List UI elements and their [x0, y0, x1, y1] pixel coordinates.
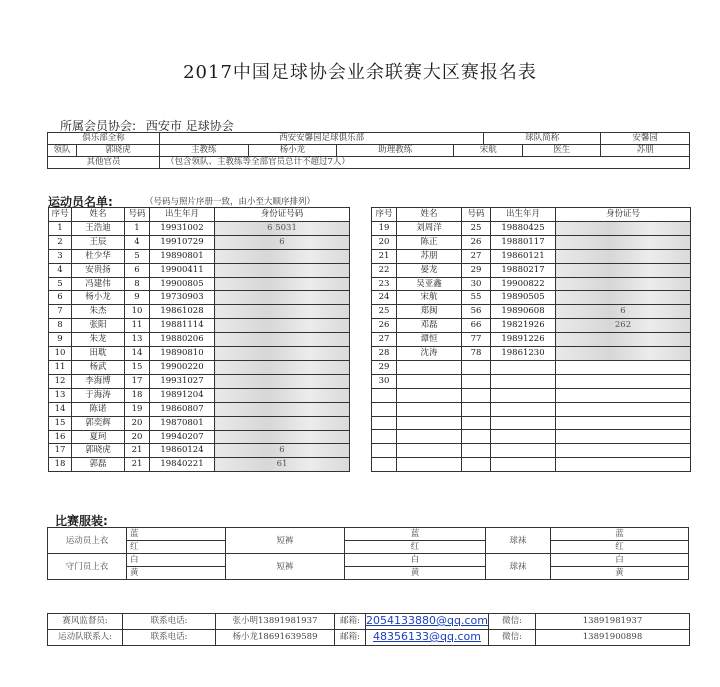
player-birth: 19880117 [491, 235, 556, 249]
player-id [556, 416, 691, 430]
player-id [556, 333, 691, 347]
player-id [556, 402, 691, 416]
col-number: 号码 [125, 208, 150, 222]
player-no: 9 [49, 333, 72, 347]
player-name: 谭恒 [397, 333, 462, 347]
player-id [215, 263, 350, 277]
player-birth [491, 458, 556, 472]
player-id [215, 360, 350, 374]
player-num: 20 [125, 416, 150, 430]
contact-phone: 张小明13891981937 [216, 614, 335, 630]
roster-header-row [49, 208, 350, 222]
player-num: 9 [125, 291, 150, 305]
contact-table [47, 613, 690, 646]
player-birth: 19730903 [150, 291, 215, 305]
player-no: 23 [372, 277, 397, 291]
player-num [462, 374, 491, 388]
player-no: 12 [49, 374, 72, 388]
player-num: 4 [125, 235, 150, 249]
player-name [397, 416, 462, 430]
player-num: 20 [125, 430, 150, 444]
player-row [372, 458, 691, 472]
player-no: 18 [49, 458, 72, 472]
player-row [372, 263, 691, 277]
keeper-socks-color: 白 [551, 554, 689, 567]
player-id [556, 458, 691, 472]
roster-header-row [372, 208, 691, 222]
player-id [215, 430, 350, 444]
player-id [556, 430, 691, 444]
player-birth: 19890810 [150, 347, 215, 361]
keeper-socks-label: 球袜 [486, 554, 551, 580]
player-top-color: 蓝 [127, 528, 226, 541]
player-id [556, 360, 691, 374]
player-no: 16 [49, 430, 72, 444]
player-no: 15 [49, 416, 72, 430]
contact-role: 运动队联系人: [48, 630, 123, 646]
player-row [49, 458, 350, 472]
player-num: 25 [462, 221, 491, 235]
player-name: 王辰 [72, 235, 125, 249]
player-birth: 19860807 [150, 402, 215, 416]
player-name: 朱杰 [72, 305, 125, 319]
player-row [372, 319, 691, 333]
player-no: 25 [372, 305, 397, 319]
player-num: 1 [125, 221, 150, 235]
player-num: 21 [125, 458, 150, 472]
player-name: 晏龙 [397, 263, 462, 277]
player-birth: 19880425 [491, 221, 556, 235]
player-birth [491, 388, 556, 402]
player-name: 郭磊 [72, 458, 125, 472]
player-id [215, 305, 350, 319]
player-top-color: 红 [127, 541, 226, 554]
player-no: 10 [49, 347, 72, 361]
keeper-shorts-color: 白 [345, 554, 486, 567]
col-id: 身份证号码 [215, 208, 350, 222]
contact-email[interactable] [366, 614, 489, 630]
player-num: 29 [462, 263, 491, 277]
player-name: 杜少华 [72, 249, 125, 263]
email-link[interactable]: 2054133880@qq.com [366, 614, 488, 627]
player-num: 27 [462, 249, 491, 263]
contact-row [48, 630, 690, 646]
player-shorts-color: 红 [345, 541, 486, 554]
keeper-top-color: 白 [127, 554, 226, 567]
player-birth: 19880206 [150, 333, 215, 347]
col-number: 号码 [462, 208, 491, 222]
player-row [49, 430, 350, 444]
player-id [215, 388, 350, 402]
contact-email[interactable] [366, 630, 489, 646]
player-birth: 19910729 [150, 235, 215, 249]
player-id [556, 263, 691, 277]
player-row [49, 374, 350, 388]
player-id [556, 444, 691, 458]
player-name: 邓磊 [397, 319, 462, 333]
player-name: 田耽 [72, 347, 125, 361]
player-row [372, 291, 691, 305]
player-id [215, 402, 350, 416]
player-birth: 19940207 [150, 430, 215, 444]
player-row [372, 430, 691, 444]
player-id [215, 374, 350, 388]
player-no: 11 [49, 360, 72, 374]
player-no: 6 [49, 291, 72, 305]
player-no [372, 430, 397, 444]
player-no [372, 458, 397, 472]
player-name: 苏朋 [397, 249, 462, 263]
player-no: 27 [372, 333, 397, 347]
player-birth: 19880217 [491, 263, 556, 277]
club-full-name: 西安安馨园足球俱乐部 [160, 133, 484, 145]
player-row [372, 416, 691, 430]
player-name: 朱龙 [72, 333, 125, 347]
player-birth: 19900822 [491, 277, 556, 291]
player-id [556, 388, 691, 402]
player-no [372, 444, 397, 458]
player-birth: 19891204 [150, 388, 215, 402]
player-num: 15 [125, 360, 150, 374]
player-name: 夏珂 [72, 430, 125, 444]
player-birth: 19931027 [150, 374, 215, 388]
player-name [397, 374, 462, 388]
other-officials-note: （包含领队、主教练等全部官员总计不超过7人） [160, 157, 690, 169]
player-no [372, 416, 397, 430]
player-name [397, 458, 462, 472]
player-no: 14 [49, 402, 72, 416]
player-birth: 19900411 [150, 263, 215, 277]
player-num: 8 [125, 277, 150, 291]
keeper-shorts-color: 黄 [345, 567, 486, 580]
player-no: 26 [372, 319, 397, 333]
player-birth: 19881114 [150, 319, 215, 333]
player-id [215, 249, 350, 263]
player-birth: 19861230 [491, 347, 556, 361]
player-row [49, 402, 350, 416]
player-no: 5 [49, 277, 72, 291]
uniform-table [47, 527, 689, 580]
player-id [556, 277, 691, 291]
player-no: 21 [372, 249, 397, 263]
player-num [462, 360, 491, 374]
player-top-label: 运动员上衣 [48, 528, 127, 554]
player-no: 17 [49, 444, 72, 458]
player-no: 2 [49, 235, 72, 249]
player-no: 19 [372, 221, 397, 235]
player-row [372, 360, 691, 374]
col-name: 姓名 [397, 208, 462, 222]
contact-email-label: 邮箱: [335, 614, 366, 630]
player-birth: 19870801 [150, 416, 215, 430]
player-id [556, 235, 691, 249]
player-name: 吴亚鑫 [397, 277, 462, 291]
player-id [556, 374, 691, 388]
page-title: 2017中国足球协会业余联赛大区赛报名表 [183, 62, 537, 83]
roster-table-right [371, 207, 691, 472]
player-birth [491, 430, 556, 444]
player-birth: 19860124 [150, 444, 215, 458]
player-num: 5 [125, 249, 150, 263]
player-birth: 19931002 [150, 221, 215, 235]
player-socks-color: 蓝 [551, 528, 689, 541]
player-num: 55 [462, 291, 491, 305]
player-id [556, 291, 691, 305]
player-birth: 19890801 [150, 249, 215, 263]
player-name: 郭晓虎 [72, 444, 125, 458]
player-name: 安贵扬 [72, 263, 125, 277]
col-birth: 出生年月 [150, 208, 215, 222]
player-row [49, 291, 350, 305]
club-info-table [47, 132, 690, 169]
player-name [397, 430, 462, 444]
player-socks-color: 红 [551, 541, 689, 554]
player-num [462, 388, 491, 402]
player-row [49, 263, 350, 277]
player-birth: 19840221 [150, 458, 215, 472]
contact-phone-label: 联系电话: [123, 614, 216, 630]
player-birth: 19890608 [491, 305, 556, 319]
player-num [462, 458, 491, 472]
player-birth: 19900220 [150, 360, 215, 374]
keeper-top-color: 黄 [127, 567, 226, 580]
player-birth [491, 374, 556, 388]
player-id: 61 [215, 458, 350, 472]
assistant-coach-name: 宋航 [454, 145, 523, 157]
player-num: 66 [462, 319, 491, 333]
player-id: 6 [215, 444, 350, 458]
player-num: 30 [462, 277, 491, 291]
player-num: 6 [125, 263, 150, 277]
player-no: 13 [49, 388, 72, 402]
roster-table-left [48, 207, 350, 472]
player-row [49, 249, 350, 263]
player-row [49, 416, 350, 430]
player-row [49, 444, 350, 458]
player-id [556, 249, 691, 263]
player-row [49, 360, 350, 374]
keeper-top-label: 守门员上衣 [48, 554, 127, 580]
player-id [215, 333, 350, 347]
player-id [215, 347, 350, 361]
player-num [462, 402, 491, 416]
contact-wechat-label: 微信: [489, 630, 536, 646]
roster-note: （号码与照片序册一致，由小至大顺序排列） [145, 197, 316, 207]
col-no: 序号 [372, 208, 397, 222]
player-row [49, 388, 350, 402]
player-id [556, 347, 691, 361]
player-name: 宋航 [397, 291, 462, 305]
player-row [372, 333, 691, 347]
player-num: 78 [462, 347, 491, 361]
player-no: 3 [49, 249, 72, 263]
player-row [372, 388, 691, 402]
player-name: 陈正 [397, 235, 462, 249]
contact-phone: 杨小龙18691639589 [216, 630, 335, 646]
player-name: 刘周洋 [397, 221, 462, 235]
player-name: 杨武 [72, 360, 125, 374]
contact-wechat-label: 微信: [489, 614, 536, 630]
player-name [397, 388, 462, 402]
player-birth [491, 416, 556, 430]
col-birth: 出生年月 [491, 208, 556, 222]
player-birth: 19860121 [491, 249, 556, 263]
doctor-label: 医生 [523, 145, 601, 157]
player-no: 20 [372, 235, 397, 249]
player-no: 29 [372, 360, 397, 374]
player-name: 王浩迪 [72, 221, 125, 235]
contact-wechat: 13891900898 [536, 630, 690, 646]
player-birth [491, 360, 556, 374]
player-name: 冯建伟 [72, 277, 125, 291]
association-value: 西安市 足球协会 [145, 119, 234, 133]
player-row [372, 277, 691, 291]
player-id [215, 319, 350, 333]
player-row [49, 347, 350, 361]
club-full-name-label: 俱乐部全称 [48, 133, 160, 145]
player-no: 8 [49, 319, 72, 333]
player-name: 郭奕辉 [72, 416, 125, 430]
leader-name: 郭晓虎 [77, 145, 160, 157]
player-birth [491, 402, 556, 416]
assistant-coach-label: 助理教练 [337, 145, 454, 157]
player-no: 22 [372, 263, 397, 277]
player-id [215, 277, 350, 291]
player-id [556, 221, 691, 235]
player-shorts-color: 蓝 [345, 528, 486, 541]
keeper-shorts-label: 短裤 [226, 554, 345, 580]
player-name: 陈诺 [72, 402, 125, 416]
club-short-name: 安馨园 [601, 133, 690, 145]
player-name: 郑闽 [397, 305, 462, 319]
doctor-name: 苏朋 [601, 145, 690, 157]
player-no: 24 [372, 291, 397, 305]
player-id: 262 [556, 319, 691, 333]
player-id [215, 416, 350, 430]
other-officials-label: 其他官员 [48, 157, 160, 169]
player-row [49, 221, 350, 235]
player-row [372, 347, 691, 361]
player-id [215, 291, 350, 305]
player-num: 56 [462, 305, 491, 319]
player-row [372, 235, 691, 249]
contact-phone-label: 联系电话: [123, 630, 216, 646]
player-num [462, 416, 491, 430]
player-row [372, 444, 691, 458]
contact-email-label: 邮箱: [335, 630, 366, 646]
player-id: 6 [215, 235, 350, 249]
player-name: 杨小龙 [72, 291, 125, 305]
contact-role: 赛风监督员: [48, 614, 123, 630]
col-name: 姓名 [72, 208, 125, 222]
player-no: 30 [372, 374, 397, 388]
player-no: 1 [49, 221, 72, 235]
player-num: 10 [125, 305, 150, 319]
player-socks-label: 球袜 [486, 528, 551, 554]
email-link[interactable]: 48356133@qq.com [373, 630, 481, 643]
player-name [397, 402, 462, 416]
player-num: 77 [462, 333, 491, 347]
player-name: 李海博 [72, 374, 125, 388]
player-row [49, 305, 350, 319]
player-no [372, 388, 397, 402]
player-shorts-label: 短裤 [226, 528, 345, 554]
player-num: 21 [125, 444, 150, 458]
player-row [372, 402, 691, 416]
club-short-label: 球队简称 [484, 133, 601, 145]
player-name: 沈涛 [397, 347, 462, 361]
player-row [49, 235, 350, 249]
player-birth: 19890505 [491, 291, 556, 305]
player-row [372, 305, 691, 319]
player-row [372, 249, 691, 263]
contact-wechat: 13891981937 [536, 614, 690, 630]
player-name: 张阳 [72, 319, 125, 333]
col-id: 身份证号 [556, 208, 691, 222]
player-num: 17 [125, 374, 150, 388]
uniform-heading: 比赛服装: [55, 514, 108, 528]
player-birth: 19861028 [150, 305, 215, 319]
player-birth: 19891226 [491, 333, 556, 347]
player-id: 6 5031 [215, 221, 350, 235]
player-num: 18 [125, 388, 150, 402]
player-num: 11 [125, 319, 150, 333]
player-name: 于海涛 [72, 388, 125, 402]
player-no: 7 [49, 305, 72, 319]
col-no: 序号 [49, 208, 72, 222]
player-name [397, 360, 462, 374]
player-id: 6 [556, 305, 691, 319]
player-name [397, 444, 462, 458]
player-num: 26 [462, 235, 491, 249]
player-row [49, 333, 350, 347]
player-birth [491, 444, 556, 458]
contact-row [48, 614, 690, 630]
player-row [372, 374, 691, 388]
head-coach-label: 主教练 [160, 145, 249, 157]
roster-heading: 运动员名单: [48, 195, 113, 209]
player-birth: 19900805 [150, 277, 215, 291]
head-coach-name: 杨小龙 [248, 145, 337, 157]
player-row [49, 319, 350, 333]
player-row [49, 277, 350, 291]
player-num: 19 [125, 402, 150, 416]
keeper-socks-color: 黄 [551, 567, 689, 580]
player-birth: 19821926 [491, 319, 556, 333]
player-row [372, 221, 691, 235]
player-no: 4 [49, 263, 72, 277]
player-no [372, 402, 397, 416]
association-label: 所属会员协会: [60, 119, 137, 133]
player-num: 13 [125, 333, 150, 347]
player-num: 14 [125, 347, 150, 361]
player-no: 28 [372, 347, 397, 361]
player-num [462, 444, 491, 458]
leader-label: 领队 [48, 145, 77, 157]
player-num [462, 430, 491, 444]
